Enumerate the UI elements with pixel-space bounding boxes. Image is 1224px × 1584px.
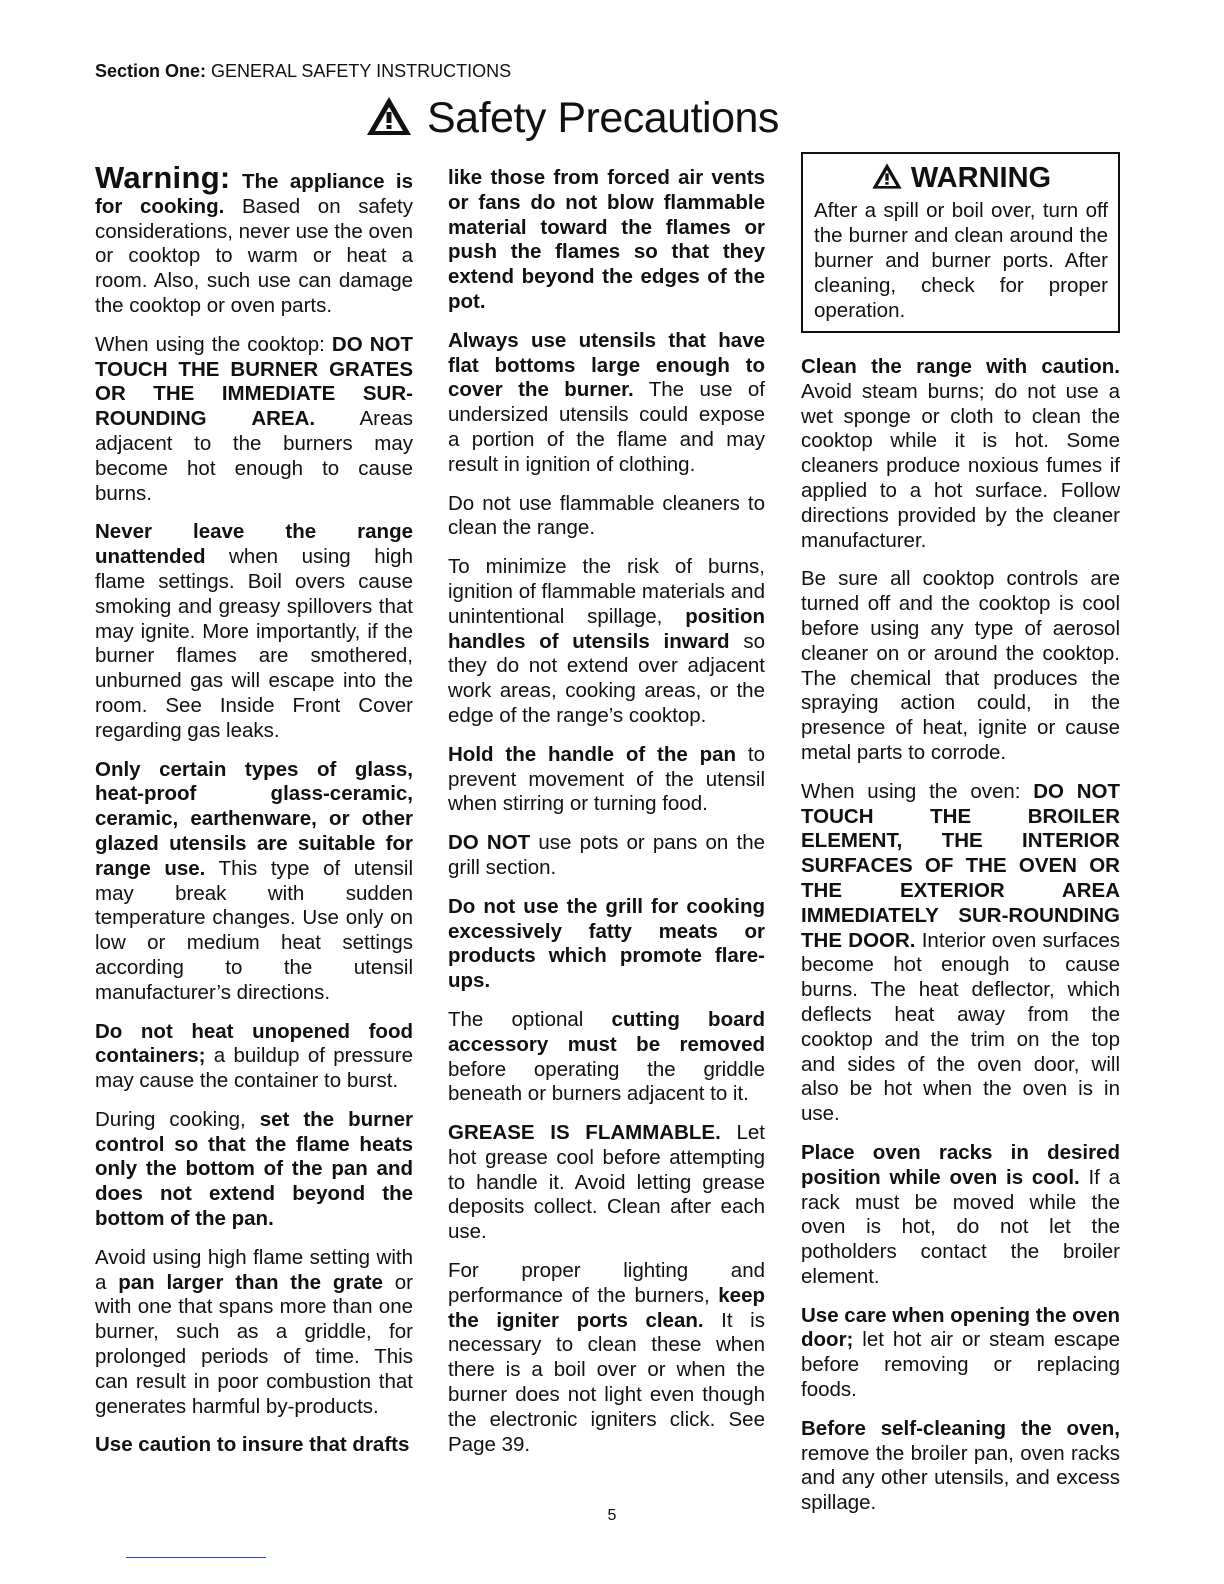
bold-text: Always use utensils that have flat bottoms large enough to cover the burner. — [448, 328, 765, 402]
section-title: GENERAL SAFETY INSTRUCTIONS — [211, 61, 512, 81]
body-text: remove the broiler pan, oven racks and any other utensils, and excess spillage. — [801, 1441, 1120, 1515]
body-text: Do not use flammable cleaners to clean the range. — [448, 491, 765, 540]
body-text: It is necessary to clean these when there is a boil over or when the burner does not light even though the electronic igniters click. See Page 39. — [448, 1308, 765, 1456]
body-text: This type of utensil may break with sudden temperature changes. Use only on low or medium heat settings according to the utensil manufacturer’s directions. — [95, 856, 413, 1004]
body-text: so they do not extend over adjacent work areas, cooking areas, or the edge of the range’s cooktop. — [448, 629, 765, 727]
body-text: let hot air or steam escape before removing or replacing foods. — [801, 1328, 1120, 1402]
page-number: 5 — [607, 1507, 617, 1524]
paragraph — [448, 831, 765, 881]
body-text — [231, 170, 242, 193]
section-header — [95, 61, 511, 82]
bold-text: position handles of utensils inward — [448, 604, 765, 653]
warning-triangle-icon — [871, 162, 903, 194]
paragraph — [801, 567, 1120, 765]
column-3 — [801, 161, 1120, 1530]
body-text: The optional — [448, 1007, 612, 1031]
body-text: During cooking, — [95, 1107, 260, 1131]
paragraph — [95, 758, 413, 1006]
paragraph — [448, 1259, 765, 1457]
footer-link-underline — [126, 1557, 266, 1558]
body-text: a buildup of pressure may cause the container to burst. — [95, 1044, 413, 1093]
bold-text: Do not heat unopened food containers; — [95, 1019, 413, 1068]
warning-lead: Warning: — [95, 160, 231, 195]
body-text: to prevent movement of the utensil when stirring or turning food. — [448, 742, 765, 816]
body-text: For proper lighting and performance of the burners, — [448, 1259, 765, 1307]
body-text: When using the oven: — [801, 779, 1034, 803]
body-text: To minimize the risk of burns, ignition of flammable materials and unintentional spillage, — [448, 555, 765, 628]
body-text: If a rack must be moved while the oven is hot, do not let the potholders contact the broiler element. — [801, 1165, 1120, 1288]
warning-heading-text: WARNING — [910, 161, 1052, 194]
paragraph — [95, 333, 413, 507]
page-title — [365, 92, 779, 144]
body-text: Areas adjacent to the burners may become hot enough to cause burns. — [95, 407, 413, 505]
bold-text: cutting board accessory must be removed — [448, 1007, 765, 1056]
warning-triangle-icon — [365, 95, 413, 142]
paragraph — [448, 1121, 765, 1245]
warning-box — [801, 152, 1120, 333]
paragraph — [801, 355, 1120, 553]
body-text: Avoid using high flame setting with a — [95, 1245, 413, 1294]
page-title-text: Safety Precautions — [427, 93, 779, 142]
paragraph — [95, 1433, 413, 1458]
column-3-paragraphs — [801, 355, 1120, 1516]
column-1 — [95, 160, 414, 1472]
paragraph — [448, 1008, 765, 1107]
bold-text: DO NOT TOUCH THE BROILER ELEMENT, THE INTERIOR SURFACES OF THE OVEN OR THE EXTERIOR AREA IMMEDIATELY SUR-ROUNDING THE DOOR. — [801, 779, 1120, 952]
bold-text: DO NOT — [448, 831, 531, 855]
paragraph — [448, 555, 765, 729]
paragraph — [801, 1141, 1120, 1290]
column-2 — [448, 166, 765, 1471]
warning-box-text: After a spill or boil over, turn off the burner and clean around the burner and burner ports. After cleaning, check for proper operation. — [814, 199, 1108, 322]
body-text: Based on safety considerations, never use the oven or cooktop to warm or heat a room. Also, such use can damage the cooktop or oven parts. — [95, 194, 413, 317]
bold-text: pan larger than the grate — [118, 1270, 383, 1294]
bold-text: Place oven racks in desired position while oven is cool. — [801, 1140, 1120, 1189]
bold-text: DO NOT TOUCH THE BURNER GRATES OR THE IMMEDIATE SUR-ROUNDING AREA. — [95, 332, 413, 431]
paragraph — [448, 492, 765, 542]
bold-text: Use care when opening the oven door; — [801, 1303, 1120, 1352]
bold-text: The appliance is for cooking. — [95, 170, 414, 218]
body-text: or with one that spans more than one burner, such as a griddle, for prolonged periods of time. This can result in poor combustion that generates harmful by-products. — [95, 1270, 413, 1418]
paragraph — [95, 520, 413, 743]
paragraph — [801, 1304, 1120, 1403]
paragraph — [95, 1108, 413, 1232]
body-text: Let hot grease cool before attempting to handle it. Avoid letting grease deposits collect. Clean after each use. — [448, 1121, 765, 1244]
bold-text: like those from forced air vents or fans do not blow flammable material toward the flames or push the flames so that they extend beyond the edges of the pot. — [448, 166, 765, 313]
bold-text: Never leave the range unattended — [95, 520, 413, 569]
bold-text: Before self-cleaning the oven, — [801, 1416, 1120, 1440]
bold-text: Hold the handle of the pan — [448, 742, 737, 766]
paragraph — [95, 160, 414, 319]
paragraph — [448, 329, 765, 478]
body-text: When using the cooktop: — [95, 332, 332, 356]
bold-text: Do not use the grill for cooking excessively fatty meats or products which promote flare-ups. — [448, 894, 765, 993]
body-text: Avoid steam burns; do not use a wet sponge or cloth to clean the cooktop while it is hot. Some cleaners produce noxious fumes if applied to a hot surface. Follow directions provided by the cleaner manufacturer. — [801, 379, 1120, 552]
body-text: Be sure all cooktop controls are turned off and the cooktop is cool before using any type of aerosol cleaner on or around the cooktop. The chemical that produces the spraying action could, in the presence of heat, ignite or cause metal parts to corrode. — [801, 567, 1120, 764]
bold-text: Only certain types of glass, heat-proof glass-ceramic, ceramic, earthenware, or other glazed utensils are suitable for range use. — [95, 757, 413, 880]
paragraph — [448, 166, 765, 315]
bold-text: Use caution to insure that drafts — [95, 1433, 410, 1457]
body-text: The use of undersized utensils could expose a portion of the flame and may result in ignition of clothing. — [448, 378, 765, 476]
paragraph — [448, 895, 765, 994]
paragraph — [448, 743, 765, 817]
warning-box-heading — [814, 162, 1108, 194]
body-text: use pots or pans on the grill section. — [448, 831, 765, 879]
paragraph — [801, 780, 1120, 1127]
bold-text: GREASE IS FLAMMABLE. — [448, 1121, 721, 1145]
bold-text: Clean the range with caution. — [801, 355, 1120, 378]
bold-text: set the burner control so that the flame heats only the bottom of the pan and does not extend beyond the bottom of the pan. — [95, 1107, 413, 1231]
body-text: when using high flame settings. Boil overs cause smoking and greasy spillovers that may ignite. More importantly, if the burner flames are smothered, unburned gas will escape into the room. See Inside Front Cover regarding gas leaks. — [95, 545, 413, 742]
body-text: Interior oven surfaces become hot enough to cause burns. The heat deflector, which deflects heat away from the cooktop and the trim on the top and sides of the oven door, will also be hot when the oven is in use. — [801, 928, 1120, 1126]
bold-text: keep the igniter ports clean. — [448, 1283, 765, 1332]
body-text: before operating the griddle beneath or burners adjacent to it. — [448, 1057, 765, 1106]
paragraph — [801, 1417, 1120, 1516]
paragraph — [95, 1246, 413, 1420]
section-label: Section One: — [95, 61, 207, 81]
paragraph — [95, 1020, 413, 1094]
